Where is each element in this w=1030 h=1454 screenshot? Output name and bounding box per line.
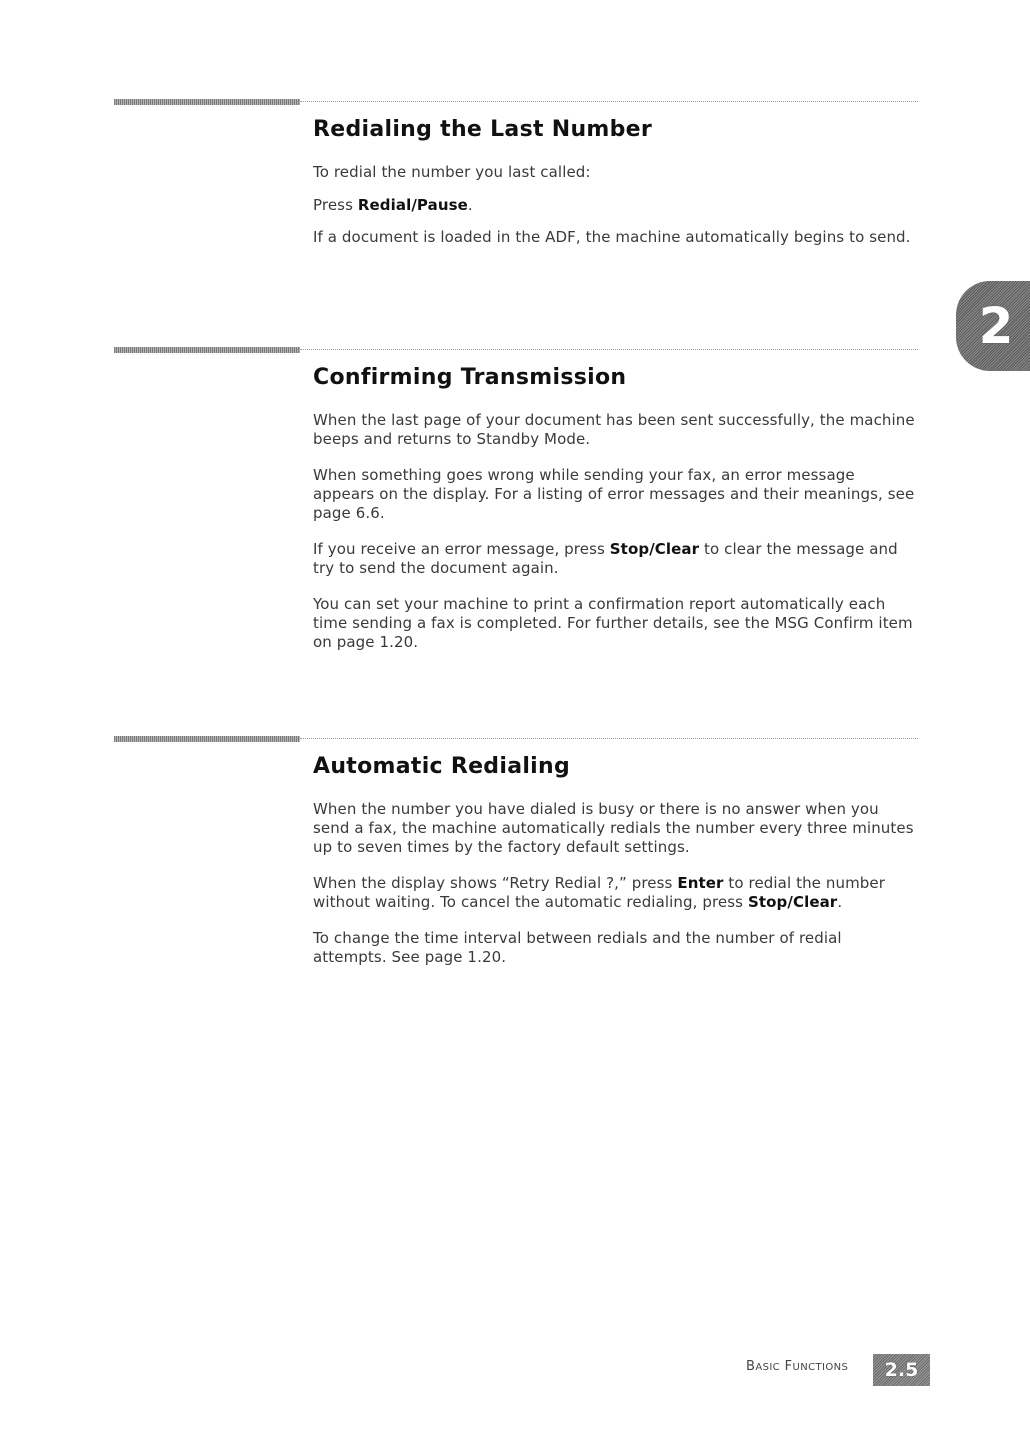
section-divider <box>114 99 918 105</box>
section-heading: Redialing the Last Number <box>313 117 653 142</box>
key-label: Enter <box>677 874 724 892</box>
key-label: Redial/Pause <box>357 196 468 214</box>
page-number-box <box>873 1354 930 1386</box>
section-heading: Confirming Transmission <box>313 365 627 390</box>
paragraph: When the number you have dialed is busy or there is no answer when you send a fax, the machine automatically redials the number every three minutes up to seven times by the factory default settings. <box>313 800 914 856</box>
paragraph: To redial the number you last called: <box>313 163 591 181</box>
paragraph: When the display shows “Retry Redial ?,” press Enter to redial the number without waiting. To cancel the automatic redialing, press Stop/Clear. <box>313 874 886 911</box>
paragraph: To change the time interval between redials and the number of redial attempts. See page 1.20. <box>313 929 842 966</box>
key-label: Stop/Clear <box>747 893 838 911</box>
chapter-number: 2 <box>978 297 1014 355</box>
paragraph: If you receive an error message, press Stop/Clear to clear the message and try to send the document again. <box>313 540 898 577</box>
paragraph: When something goes wrong while sending your fax, an error message appears on the display. For a listing of error messages and their meanings, see page 6.6. <box>313 466 915 522</box>
paragraph: When the last page of your document has been sent successfully, the machine beeps and returns to Standby Mode. <box>313 411 915 448</box>
section-heading: Automatic Redialing <box>313 754 571 779</box>
paragraph: If a document is loaded in the ADF, the machine automatically begins to send. <box>313 228 911 246</box>
page-number: 2.5 <box>884 1359 919 1381</box>
paragraph: You can set your machine to print a confirmation report automatically each time sending a fax is completed. For further details, see the MSG Confirm item on page 1.20. <box>313 595 913 651</box>
chapter-tab <box>956 281 1030 371</box>
paragraph: Press Redial/Pause. <box>313 196 473 214</box>
section-divider <box>114 736 918 742</box>
key-label: Stop/Clear <box>609 540 700 558</box>
footer-chapter-label: BASIC FUNCTIONS <box>746 1359 849 1374</box>
section-divider <box>114 347 918 353</box>
